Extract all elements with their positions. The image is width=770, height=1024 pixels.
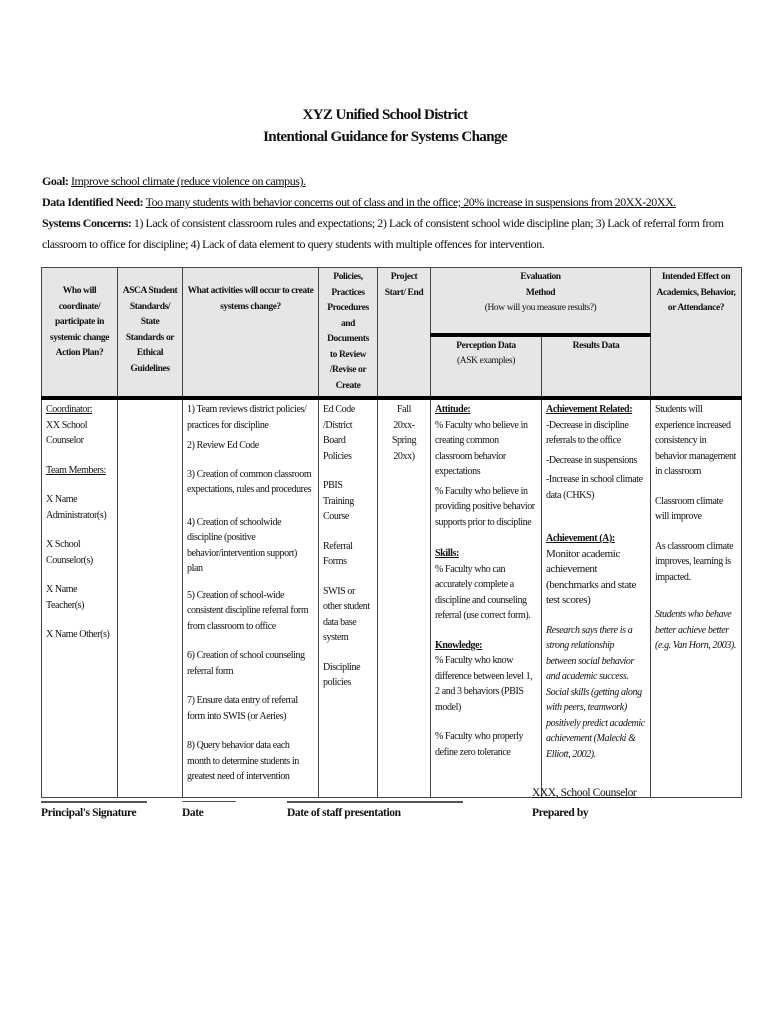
cell-activities: [183, 398, 319, 797]
intended-item: Classroom climate will improve: [655, 495, 723, 522]
activity-item: 3) Creation of common classroom expectations, rules and procedures: [187, 468, 312, 495]
header-asca: ASCA Student Standards/ State Standards or Ethical Guidelines: [118, 268, 183, 399]
perception-title: Perception Data: [456, 340, 516, 351]
cell-asca: [118, 398, 183, 797]
evaluation-method: Method: [525, 287, 556, 298]
preparer-name: XXX, School Counselor: [532, 787, 637, 799]
date-label: Date: [182, 807, 204, 819]
date-line[interactable]: [182, 801, 236, 802]
policy-item: Ed Code /District Board Policies: [323, 404, 355, 462]
activity-item: 4) Creation of schoolwide discipline (positive behavior/intervention support) plan: [187, 516, 297, 574]
skills-item: % Faculty who can accurately complete a discipline and counseling referral (use correct form).: [435, 563, 531, 621]
header-who: Who will coordinate/ participate in systemic change Action Plan?: [42, 268, 118, 399]
achievement-a-label: Achievement (A):: [546, 533, 615, 544]
policy-item: Discipline policies: [323, 661, 361, 688]
need-text: Too many students with behavior concerns out of class and in the office; 20% increase in suspensions from 20XX-20XX.: [145, 195, 676, 209]
activity-item: 6) Creation of school counseling referral form: [187, 650, 305, 677]
goal-line: [42, 171, 742, 192]
achievement-related-label: Achievement Related:: [546, 404, 633, 415]
team-member: X Name Administrator(s): [46, 494, 107, 521]
activity-item: 7) Ensure data entry of referral form into SWIS (or Aeries): [187, 695, 298, 722]
district-name: XYZ Unified School District: [302, 107, 468, 123]
knowledge-item: % Faculty who properly define zero tolerance: [435, 731, 524, 758]
goal-label: Goal:: [42, 174, 69, 188]
staff-date-label: Date of staff presentation: [287, 807, 401, 819]
coordinator-name: XX School Counselor: [46, 419, 88, 446]
header-project: Project Start/ End: [378, 268, 431, 399]
principal-signature-label: Principal's Signature: [41, 807, 137, 819]
policy-item: SWIS or other student data base system: [323, 585, 370, 643]
team-member: X Name Other(s): [46, 629, 110, 640]
action-plan-table: [41, 267, 742, 798]
header-perception: [431, 335, 542, 398]
concerns-label: Systems Concerns:: [42, 216, 132, 230]
intended-item: As classroom climate improves, learning is impacted.: [655, 540, 734, 583]
team-label: Team Members:: [46, 464, 106, 476]
header-evaluation: [431, 268, 651, 335]
results-item: -Increase in school climate data (CHKS): [546, 474, 643, 501]
attitude-item: % Faculty who believe in creating common classroom behavior expectations: [435, 419, 528, 477]
activity-item: 8) Query behavior data each month to determine students in greatest need of intervention: [187, 740, 299, 782]
prepared-by-label: Prepared by: [532, 807, 589, 819]
concerns-text: 1) Lack of consistent classroom rules and expectations; 2) Lack of consistent school wide discipline plan; 3) Lack of referral form from classroom to office for discipline; 4) Lack of data element to query students with multiple offences for intervention.: [42, 216, 724, 251]
activity-item: 2) Review Ed Code: [187, 440, 259, 451]
header-policies: Policies, Practices Procedures and Documents to Review /Revise or Create: [319, 268, 378, 399]
results-item: -Decrease in discipline referrals to the office: [546, 419, 629, 446]
policy-item: PBIS Training Course: [323, 480, 354, 522]
team-member: X Name Teacher(s): [46, 584, 85, 611]
knowledge-label: Knowledge:: [435, 639, 483, 651]
activity-item: 5) Creation of school-wide consistent discipline referral form from classroom to office: [187, 589, 309, 632]
skills-label: Skills:: [435, 548, 459, 559]
team-member: X School Counselor(s): [46, 539, 93, 566]
plan-title: Intentional Guidance for Systems Change: [263, 129, 507, 145]
header-results: Results Data: [542, 335, 651, 398]
perception-sub: (ASK examples): [457, 356, 515, 367]
cell-who: [42, 398, 118, 797]
goal-text: Improve school climate (reduce violence on campus).: [70, 174, 306, 188]
cell-results: [542, 398, 651, 797]
cell-perception: [431, 398, 542, 797]
cell-policies: [319, 398, 378, 797]
achievement-a-text: Monitor academic achievement (benchmarks and state test scores): [546, 547, 636, 606]
attitude-item: % Faculty who believe in providing positive behavior supports prior to discipline: [435, 485, 535, 528]
research-note: Research says there is a strong relationship between social behavior and academic success. Social skills (getting along with peers, teamwork) positively predict academic achievement (Malecki & Elliott, 2002).: [546, 624, 645, 760]
document-title: [0, 104, 770, 148]
activity-item: 1) Team reviews district policies/ practices for discipline: [187, 404, 307, 431]
principal-signature-line[interactable]: [41, 801, 147, 803]
signature-section: [41, 785, 741, 845]
staff-date-line[interactable]: [287, 801, 463, 803]
concerns-line: [42, 213, 742, 255]
intro-section: [42, 171, 742, 255]
attitude-label: Attitude:: [435, 404, 471, 415]
header-activities: What activities will occur to create systems change?: [183, 268, 319, 399]
evaluation-sub: (How will you measure results?): [484, 303, 597, 313]
intended-italic-note: Students who behave better achieve better (e.g. Van Horn, 2003).: [655, 609, 736, 651]
knowledge-item: % Faculty who know difference between level 1, 2 and 3 behaviors (PBIS model): [435, 655, 533, 713]
results-item: -Decrease in suspensions: [546, 454, 637, 466]
need-label: Data Identified Need:: [42, 195, 144, 209]
policy-item: Referral Forms: [323, 540, 353, 567]
header-intended: Intended Effect on Academics, Behavior, or Attendance?: [651, 268, 742, 399]
evaluation-title: Evaluation: [520, 272, 561, 282]
cell-project: Fall 20xx- Spring 20xx): [378, 398, 431, 797]
cell-intended: [651, 398, 742, 797]
coordinator-label: Coordinator:: [46, 404, 93, 415]
table-row: [42, 398, 742, 797]
need-line: [42, 192, 742, 213]
intended-item: Students will experience increased consistency in behavior management in classroom: [655, 404, 736, 477]
